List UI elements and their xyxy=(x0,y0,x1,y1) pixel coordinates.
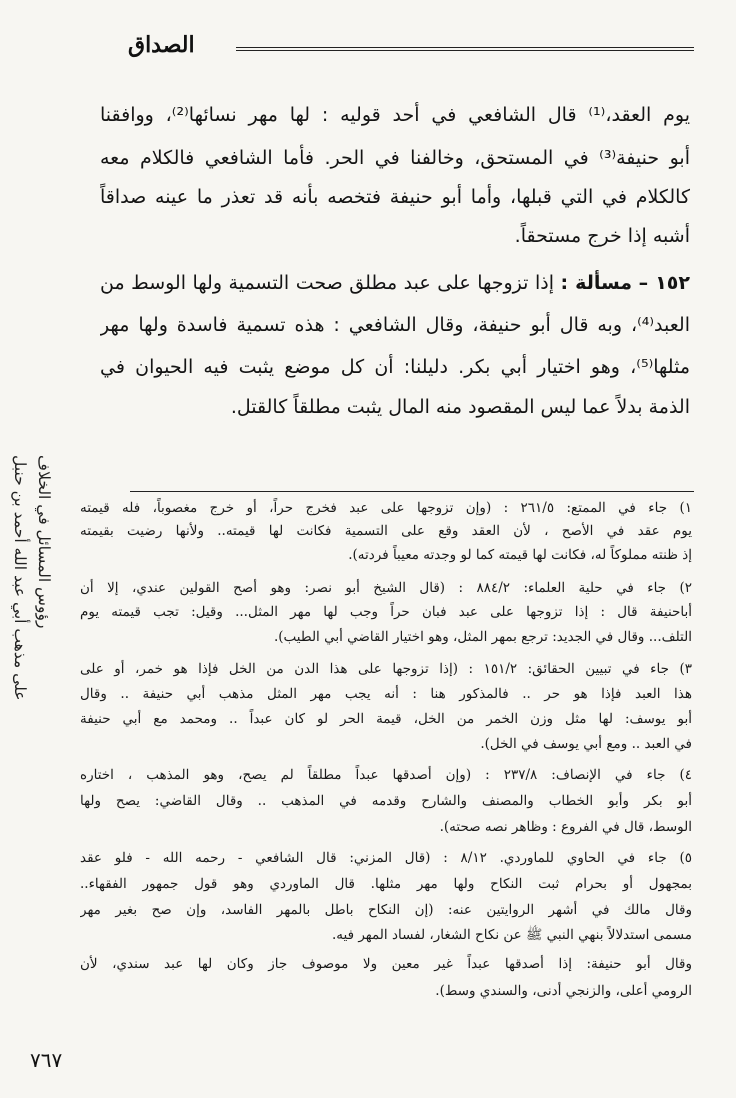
footnote-line: هذا العبد فإذا هو حر .. فالمذكور هنا : أنه يجب مهر المثل مذهب أبي حنيفة .. وقال xyxy=(80,686,692,702)
issue-label: مسألة : xyxy=(560,272,633,294)
footnote-line: أبو يوسف: لها مثل وزن الخمر من الخل، قيمة الحر لو كان عبداً .. ومحمد مع أبي حنيفة xyxy=(80,711,692,727)
body-line: أشبه إذا خرج مستحقاً. xyxy=(514,225,690,247)
page-number: ٧٦٧ xyxy=(30,1048,63,1072)
issue-text: إذا تزوجها على عبد مطلق صحت التسمية ولها الوسط من xyxy=(100,272,554,294)
issue-number: ١٥٢ – xyxy=(638,272,690,294)
footnote-line: ٤) جاء في الإنصاف: ٢٣٧/٨ : (وإن أصدقها عبداً مطلقاً لم يصح، وهو المذهب ، اختاره xyxy=(80,767,692,783)
footnote-line: أباحنيفة قال : إذا تزوجها على عبد فبان حراً وجب لها مهر المثل... وقيل: تجب قيمته يوم xyxy=(80,604,692,620)
side-title-line-1: رؤوس المسائل في الخلاف xyxy=(35,455,53,629)
footnote-line: وقال أبو حنيفة: إذا أصدقها عبداً غير معين ولا موصوف جاز وكان لها عبد سندي، لأن xyxy=(80,956,692,972)
footnote-line: الوسط، قال في الفروع : وظاهر نصه صحته). xyxy=(439,819,692,835)
issue-heading-line xyxy=(100,268,690,298)
footnote-line: بمجهول أو بحرام ثبت النكاح ولها مهر مثلها. قال الماوردي وهو قول جمهور الفقهاء.. xyxy=(80,876,692,892)
body-line: يوم العقد،⁽¹⁾ قال الشافعي في أحد قوليه : لها مهر نسائها⁽²⁾، ووافقنا xyxy=(100,104,690,126)
side-running-title xyxy=(11,455,56,701)
footnote-line: الرومي أعلى، والزنجي أدنى، والسندي وسط). xyxy=(435,983,692,999)
footnote-line: أبو بكر وأبو الخطاب والمصنف والشارح وقدمه في المذهب .. وقال القاضي: يصح ولها xyxy=(80,793,692,809)
footnote-line: في العبد .. ومع أبي يوسف في الخل). xyxy=(480,736,692,752)
footnote-line: ١) جاء في الممتع: ٢٦١/٥ : (وإن تزوجها على عبد فخرج حراً، أو خرج مغصوباً، فله قيمته xyxy=(80,500,692,516)
footnote-line: ٢) جاء في حلية العلماء: ٨٨٤/٢ : (قال الشيخ أبو نصر: وهو أصح القولين عندي، إلا أن xyxy=(80,580,692,596)
running-header-title: الصداق xyxy=(128,32,195,58)
footnote-line: ٥) جاء في الحاوي للماوردي. ٨/١٢ : (قال المزني: قال الشافعي - رحمه الله - فلو عقد xyxy=(80,850,692,866)
body-line: أبو حنيفة⁽³⁾ في المستحق، وخالفنا في الحر. فأما الشافعي فالكلام معه xyxy=(100,147,690,169)
side-title-line-2: على مذهب أبي عبد الله أحمد بن حنبل xyxy=(11,455,29,701)
footnote-line: إذ ظنته مملوكاً له، فكانت لها قيمته كما لو وجدته معيباً فردته). xyxy=(348,547,692,563)
body-line: كالكلام في التي قبلها، وأما أبو حنيفة فتخصه بأنه قد تعذر ما عينه صداقاً xyxy=(100,186,690,208)
footnote-line: ٣) جاء في تبيين الحقائق: ١٥١/٢ : (إذا تزوجها على هذا الدن من الخل فإذا هو خمر، أو على xyxy=(80,661,692,677)
header-rule xyxy=(236,47,694,51)
footnote-line: يوم عقد في الأصح ، لأن العقد وقع على التسمية فكانت لها قيمته.. ولأنها رضيت بقيمته xyxy=(80,523,692,539)
body-line: الذمة بدلاً عما ليس المقصود منه المال يثبت مطلقاً كالقتل. xyxy=(230,396,690,418)
body-line: العبد⁽⁴⁾، وبه قال أبو حنيفة، وقال الشافعي : هذه تسمية فاسدة ولها مهر xyxy=(100,314,690,336)
footnote-line: التلف... وقال في الجديد: ترجع بمهر المثل، وهو اختيار القاضي أبي الطيب). xyxy=(273,629,692,645)
footnote-line: وقال مالك في أشهر الروايتين عنه: (إن النكاح باطل بالمهر الفاسد، وإن صح بغير مهر xyxy=(80,902,692,918)
footnote-separator xyxy=(130,491,694,492)
body-line: مثلها⁽⁵⁾، وهو اختيار أبي بكر. دليلنا: أن كل موضع يثبت فيه الحيوان في xyxy=(100,356,690,378)
footnote-line: مسمى استدلالاً بنهي النبي ﷺ عن نكاح الشغار، لفساد المهر فيه. xyxy=(331,927,692,943)
